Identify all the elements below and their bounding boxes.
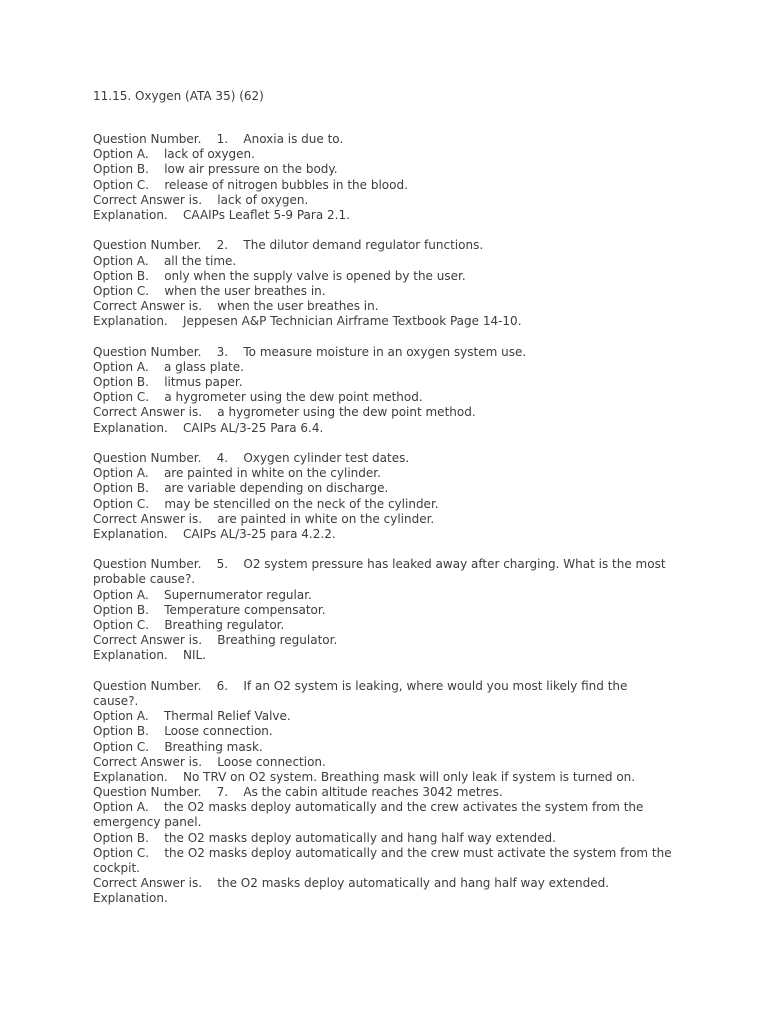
option-b-label: Option B. xyxy=(93,481,149,496)
question-block xyxy=(93,238,653,329)
correct-answer-text: lack of oxygen. xyxy=(217,192,309,207)
correct-answer xyxy=(93,876,653,891)
option-c-label: Option C. xyxy=(93,739,150,754)
explanation-label: Explanation. xyxy=(93,648,168,663)
option-c-text: a hygrometer using the dew point method. xyxy=(164,390,423,405)
question-block xyxy=(93,451,653,542)
option-c-label: Option C. xyxy=(93,390,150,405)
option-c-label: Option C. xyxy=(93,618,150,632)
question-line xyxy=(93,451,653,466)
option-c-continued: cockpit. xyxy=(93,861,140,875)
option-a-label: Option A. xyxy=(93,800,149,815)
explanation-label: Explanation. xyxy=(93,207,168,222)
correct-answer xyxy=(93,512,653,527)
option-a-text: all the time. xyxy=(163,253,237,268)
correct-answer xyxy=(93,755,653,770)
explanation-text: CAIPs AL/3-25 para 4.2.2. xyxy=(183,526,336,541)
option-c-label: Option C. xyxy=(93,845,150,860)
correct-answer-text: are painted in white on the cylinder. xyxy=(217,511,435,526)
correct-answer-text: Breathing regulator. xyxy=(217,633,338,648)
explanation-label: Explanation. xyxy=(93,891,168,906)
correct-answer-text: Loose connection. xyxy=(217,754,326,769)
option-c-text: release of nitrogen bubbles in the blood. xyxy=(164,177,408,192)
correct-answer-label: Correct Answer is. xyxy=(93,405,203,420)
explanation-text: Jeppesen A&P Technician Airframe Textbook Page 14-10. xyxy=(183,314,522,329)
option-a-text: lack of oxygen. xyxy=(163,147,255,162)
option-a-text: are painted in white on the cylinder. xyxy=(163,466,381,481)
option-a-text: Thermal Relief Valve. xyxy=(163,709,291,724)
question-text: The dilutor demand regulator functions. xyxy=(243,238,484,253)
option-b-text: Loose connection. xyxy=(164,724,273,739)
question-line xyxy=(93,132,653,147)
explanation-label: Explanation. xyxy=(93,314,168,329)
explanation-text: No TRV on O2 system. Breathing mask will only leak if system is turned on. xyxy=(183,769,636,784)
explanation xyxy=(93,314,653,329)
correct-answer-label: Correct Answer is. xyxy=(93,192,203,207)
question-number: 4. xyxy=(216,450,229,465)
option-c-text: the O2 masks deploy automatically and the crew must activate the system from the xyxy=(164,845,672,860)
question-list xyxy=(93,132,672,907)
option-a xyxy=(93,147,653,162)
option-a xyxy=(93,588,653,603)
question-number: 1. xyxy=(216,132,229,146)
option-b-label: Option B. xyxy=(93,724,149,739)
question-label: Question Number. xyxy=(93,132,202,146)
question-number: 2. xyxy=(216,238,229,253)
question-number: 6. xyxy=(216,678,229,693)
question-label: Question Number. xyxy=(93,557,202,572)
explanation xyxy=(93,421,653,436)
option-a xyxy=(93,360,653,375)
question-text: Oxygen cylinder test dates. xyxy=(243,450,410,465)
correct-answer-label: Correct Answer is. xyxy=(93,876,203,891)
question-text: O2 system pressure has leaked away after charging. What is the most xyxy=(243,557,666,572)
option-c-text: Breathing regulator. xyxy=(164,618,285,632)
option-a-label: Option A. xyxy=(93,253,149,268)
option-a-text: the O2 masks deploy automatically and the crew activates the system from the xyxy=(163,800,644,815)
option-a xyxy=(93,466,653,481)
spacer xyxy=(93,223,653,238)
option-a-continued: emergency panel. xyxy=(93,815,202,830)
spacer xyxy=(93,329,653,344)
question-line xyxy=(93,345,653,360)
spacer xyxy=(93,664,653,679)
question-block xyxy=(93,132,653,223)
option-c xyxy=(93,618,653,633)
question-block xyxy=(93,679,653,785)
correct-answer-text: the O2 masks deploy automatically and hang half way extended. xyxy=(217,876,610,891)
option-b-text: low air pressure on the body. xyxy=(164,162,338,177)
option-a-label: Option A. xyxy=(93,147,149,162)
option-b xyxy=(93,603,653,618)
correct-answer-label: Correct Answer is. xyxy=(93,633,203,648)
option-b xyxy=(93,831,653,846)
correct-answer-label: Correct Answer is. xyxy=(93,511,203,526)
explanation xyxy=(93,208,653,223)
question-number: 5. xyxy=(216,557,229,572)
option-b-label: Option B. xyxy=(93,830,149,845)
option-b-label: Option B. xyxy=(93,162,149,177)
question-line xyxy=(93,785,653,800)
question-text: If an O2 system is leaking, where would you most likely find the xyxy=(243,678,628,693)
option-c-label: Option C. xyxy=(93,177,150,192)
option-c-text: when the user breathes in. xyxy=(164,283,326,298)
question-text: As the cabin altitude reaches 3042 metres. xyxy=(243,785,503,800)
question-number: 7. xyxy=(216,785,229,800)
option-c-label: Option C. xyxy=(93,496,150,511)
explanation xyxy=(93,527,653,542)
option-b-text: only when the supply valve is opened by the user. xyxy=(164,268,466,283)
option-c xyxy=(93,390,653,405)
option-b xyxy=(93,481,653,496)
explanation xyxy=(93,891,653,906)
option-b xyxy=(93,375,653,390)
question-text: Anoxia is due to. xyxy=(243,132,344,146)
option-c xyxy=(93,497,653,512)
option-b-label: Option B. xyxy=(93,602,149,617)
question-line xyxy=(93,238,653,253)
correct-answer xyxy=(93,299,653,314)
spacer xyxy=(93,436,653,451)
option-a-label: Option A. xyxy=(93,709,149,724)
option-b-text: litmus paper. xyxy=(164,375,243,389)
option-b-text: the O2 masks deploy automatically and hang half way extended. xyxy=(164,830,556,845)
explanation xyxy=(93,770,653,785)
correct-answer xyxy=(93,193,653,208)
explanation xyxy=(93,648,653,663)
question-label: Question Number. xyxy=(93,678,202,693)
option-b-label: Option B. xyxy=(93,375,149,389)
correct-answer xyxy=(93,633,653,648)
option-b xyxy=(93,724,653,739)
question-label: Question Number. xyxy=(93,344,202,359)
option-b xyxy=(93,269,653,284)
correct-answer-label: Correct Answer is. xyxy=(93,299,203,314)
option-b-text: Temperature compensator. xyxy=(164,602,326,617)
option-c-text: Breathing mask. xyxy=(164,739,263,754)
option-b xyxy=(93,162,653,177)
question-line xyxy=(93,557,666,572)
explanation-text: CAIPs AL/3-25 Para 6.4. xyxy=(183,420,324,435)
option-c-label: Option C. xyxy=(93,283,150,298)
option-b-label: Option B. xyxy=(93,268,149,283)
question-block xyxy=(93,345,653,436)
question-label: Question Number. xyxy=(93,785,202,800)
option-b-text: are variable depending on discharge. xyxy=(164,481,389,496)
option-c xyxy=(93,284,653,299)
question-block xyxy=(93,785,672,907)
question-number: 3. xyxy=(216,344,229,359)
option-c xyxy=(93,845,672,861)
explanation-text: NIL. xyxy=(183,648,207,663)
question-text-continued: probable cause?. xyxy=(93,572,196,587)
option-a xyxy=(93,254,653,269)
option-a-label: Option A. xyxy=(93,587,149,602)
explanation-label: Explanation. xyxy=(93,420,168,435)
correct-answer-label: Correct Answer is. xyxy=(93,754,203,769)
question-block xyxy=(93,557,666,663)
question-text: To measure moisture in an oxygen system use. xyxy=(243,344,527,359)
question-label: Question Number. xyxy=(93,450,202,465)
question-text-continued: cause?. xyxy=(93,693,139,708)
option-a-text: a glass plate. xyxy=(163,359,244,374)
spacer xyxy=(93,542,653,557)
question-line xyxy=(93,679,653,694)
correct-answer-text: when the user breathes in. xyxy=(217,299,379,314)
correct-answer xyxy=(93,405,653,420)
option-a xyxy=(93,709,653,724)
explanation-text: CAAIPs Leaflet 5-9 Para 2.1. xyxy=(183,207,350,222)
explanation-label: Explanation. xyxy=(93,526,168,541)
section-heading: 11.15. Oxygen (ATA 35) (62) xyxy=(93,89,264,103)
option-a-label: Option A. xyxy=(93,466,149,481)
option-a xyxy=(93,800,653,815)
correct-answer-text: a hygrometer using the dew point method. xyxy=(217,405,476,420)
explanation-label: Explanation. xyxy=(93,769,168,784)
question-label: Question Number. xyxy=(93,238,202,253)
option-c xyxy=(93,740,653,755)
option-a-label: Option A. xyxy=(93,359,149,374)
option-c xyxy=(93,178,653,193)
option-a-text: Supernumerator regular. xyxy=(163,587,312,602)
option-c-text: may be stencilled on the neck of the cylinder. xyxy=(164,496,439,511)
